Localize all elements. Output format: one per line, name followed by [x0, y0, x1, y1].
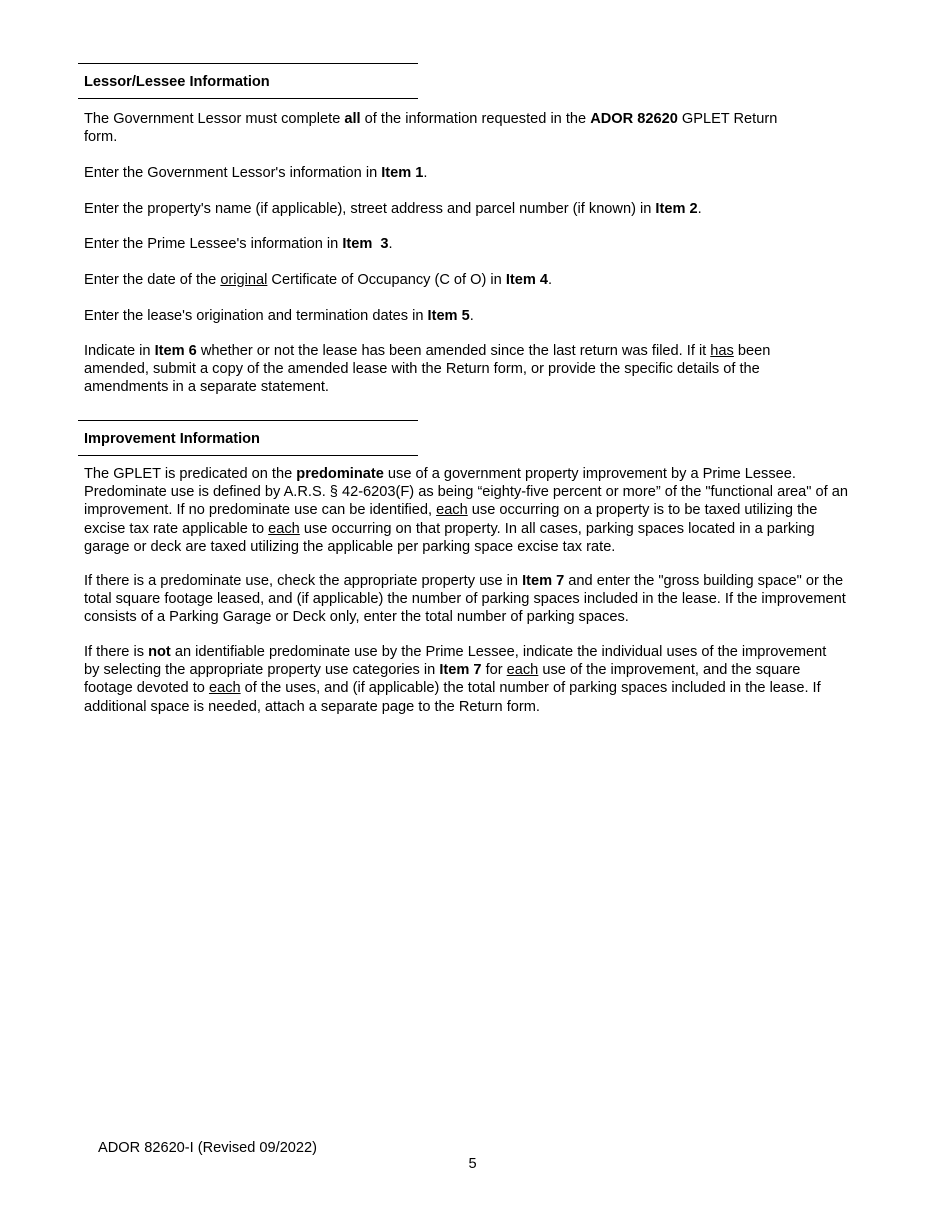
paragraph-lessor-complete-all: The Government Lessor must complete all of the information requested in the ADOR 82620 GPLET Return form.	[84, 111, 778, 146]
paragraph-item-7-no-predominate: If there is not an identifiable predominate use by the Prime Lessee, indicate the individual uses of the improvement by selecting the appropriate property use categories in Item 7 for each use of the improvement, and the square footage devoted to each of the uses, and (if applicable) the total number of parking spaces included in the lease. If additional space is needed, attach a separate page to the Return form.	[84, 644, 827, 715]
footer-form-id: ADOR 82620-I (Revised 09/2022)	[98, 1140, 318, 1156]
paragraph-item-4: Enter the date of the original Certificate of Occupancy (C of O) in Item 4.	[84, 272, 553, 288]
paragraph-item-1: Enter the Government Lessor's information in Item 1.	[84, 165, 428, 181]
paragraph-predominate-use: The GPLET is predicated on the predominate use of a government property improvement by a Prime Lessee. Predominate use is defined by A.R.S. § 42-6203(F) as being “eighty-five percent or more” of the "functional area" of an improvement. If no predominate use can be identified, each use occurring on a property is to be taxed utilizing the excise tax rate applicable to each use occurring on that property. In all cases, parking spaces located in a parking garage or deck are taxed utilizing the applicable per parking space excise tax rate.	[84, 466, 848, 555]
page-number: 5	[468, 1156, 477, 1172]
paragraph-item-7-predominate: If there is a predominate use, check the appropriate property use in Item 7 and enter the "gross building space" or the total square footage leased, and (if applicable) the number of parking spaces included in the lease. If the improvement consists of a Parking Garage or Deck only, enter the total number of parking spaces.	[84, 573, 846, 626]
paragraph-item-2: Enter the property's name (if applicable), street address and parcel number (if known) in Item 2.	[84, 201, 702, 217]
paragraph-item-3: Enter the Prime Lessee's information in Item 3.	[84, 236, 393, 252]
paragraph-item-5: Enter the lease's origination and termination dates in Item 5.	[84, 308, 474, 324]
paragraph-item-6: Indicate in Item 6 whether or not the lease has been amended since the last return was filed. If it has been amended, submit a copy of the amended lease with the Return form, or provide the specific details of the amendments in a separate statement.	[84, 343, 771, 396]
section-title: Improvement Information	[84, 431, 260, 447]
section-header-lessor-lessee	[78, 63, 418, 99]
section-title: Lessor/Lessee Information	[84, 74, 270, 90]
section-header-improvement	[78, 420, 418, 456]
